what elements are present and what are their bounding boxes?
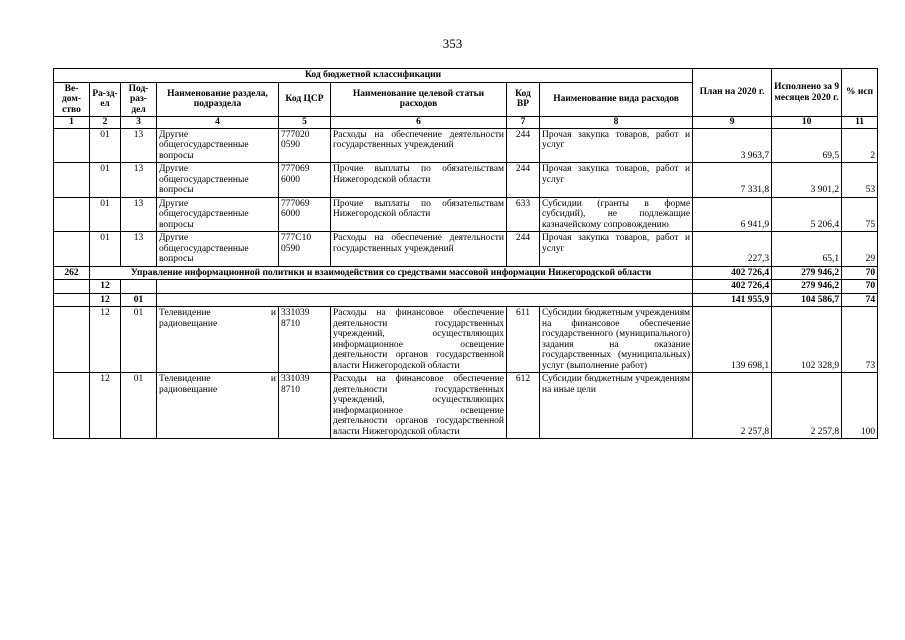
cell-plan: 139 698,1 [693, 307, 772, 373]
cell-vr: 633 [507, 197, 540, 232]
budget-table [53, 68, 878, 439]
cell-empty [157, 293, 693, 307]
colnum: 7 [507, 117, 540, 129]
header-column-numbers [54, 117, 878, 129]
cell-razd: 01 [90, 128, 121, 163]
page-number: 353 [442, 36, 463, 51]
colnum: 6 [331, 117, 507, 129]
cell-podr: 01 [121, 373, 157, 439]
cell-empty [54, 373, 90, 439]
subsection-razd: 12 [90, 293, 121, 307]
cell-vr: 244 [507, 128, 540, 163]
header-row-group [54, 69, 878, 83]
cell-target: Прочие выплаты по обязательствам Нижегородской области [331, 197, 507, 232]
cell-podr: 13 [121, 197, 157, 232]
cell-pct: 2 [842, 128, 878, 163]
dept-done: 279 946,2 [772, 266, 842, 280]
cell-kind: Субсидии (гранты в форме субсидий), не подлежащие казначейскому сопровождению [540, 197, 693, 232]
cell-kind: Прочая закупка товаров, работ и услуг [540, 163, 693, 198]
cell-name: Телевидение и радиовещание [157, 373, 279, 439]
header-csr: Код ЦСР [279, 82, 331, 117]
cell-csr: 777069 6000 [279, 163, 331, 198]
colnum: 9 [693, 117, 772, 129]
cell-vr: 244 [507, 232, 540, 267]
cell-plan: 2 257,8 [693, 373, 772, 439]
cell-name: Другие общегосударственные вопросы [157, 128, 279, 163]
cell-razd: 01 [90, 197, 121, 232]
cell-plan: 6 941,9 [693, 197, 772, 232]
cell-razd: 01 [90, 232, 121, 267]
cell-ved [54, 232, 90, 267]
cell-ved [54, 163, 90, 198]
cell-target: Расходы на финансовое обеспечение деятельности государственных учреждений, осуществляющих информационное освещение деятельности органов государственной власти Нижегородской области [331, 373, 507, 439]
cell-ved [54, 197, 90, 232]
cell-kind: Субсидии бюджетным учреждениям на иные цели [540, 373, 693, 439]
cell-podr: 13 [121, 128, 157, 163]
section-done: 279 946,2 [772, 280, 842, 294]
cell-empty [54, 280, 90, 294]
header-done: Исполнено за 9 месяцев 2020 г. [772, 69, 842, 117]
cell-target: Расходы на обеспечение деятельности государственных учреждений [331, 128, 507, 163]
cell-plan: 3 963,7 [693, 128, 772, 163]
cell-csr: 331039 8710 [279, 307, 331, 373]
dept-name: Управление информационной политики и взаимодействия со средствами массовой информации Нижегородской области [90, 266, 693, 280]
cell-csr: 777С10 0590 [279, 232, 331, 267]
cell-done: 69,5 [772, 128, 842, 163]
header-vr: Код ВР [507, 82, 540, 117]
section-row [54, 280, 878, 294]
cell-razd: 12 [90, 373, 121, 439]
colnum: 1 [54, 117, 90, 129]
subsection-row [54, 293, 878, 307]
cell-done: 102 328,9 [772, 307, 842, 373]
cell-done: 3 901,2 [772, 163, 842, 198]
subsection-done: 104 586,7 [772, 293, 842, 307]
cell-plan: 7 331,8 [693, 163, 772, 198]
colnum: 10 [772, 117, 842, 129]
header-target: Наименование целевой статьи расходов [331, 82, 507, 117]
header-podr: Под-раз-дел [121, 82, 157, 117]
dept-plan: 402 726,4 [693, 266, 772, 280]
cell-name: Другие общегосударственные вопросы [157, 232, 279, 267]
header-razd: Ра-зд-ел [90, 82, 121, 117]
cell-podr: 01 [121, 307, 157, 373]
cell-target: Расходы на обеспечение деятельности государственных учреждений [331, 232, 507, 267]
colnum: 3 [121, 117, 157, 129]
cell-empty [54, 307, 90, 373]
cell-razd: 12 [90, 307, 121, 373]
section-pct: 70 [842, 280, 878, 294]
header-plan: План на 2020 г. [693, 69, 772, 117]
colnum: 4 [157, 117, 279, 129]
cell-done: 2 257,8 [772, 373, 842, 439]
cell-vr: 244 [507, 163, 540, 198]
cell-csr: 777069 6000 [279, 197, 331, 232]
cell-empty [157, 280, 693, 294]
table-row [54, 197, 878, 232]
cell-vr: 611 [507, 307, 540, 373]
cell-kind: Прочая закупка товаров, работ и услуг [540, 232, 693, 267]
cell-vr: 612 [507, 373, 540, 439]
cell-pct: 75 [842, 197, 878, 232]
cell-name: Другие общегосударственные вопросы [157, 197, 279, 232]
header-pct: % исп [842, 69, 878, 117]
header-group-title: Код бюджетной классификации [54, 69, 693, 83]
colnum: 2 [90, 117, 121, 129]
cell-csr: 331039 8710 [279, 373, 331, 439]
cell-kind: Субсидии бюджетным учреждениям на финансовое обеспечение государственного (муниципального) задания на оказание государственных (муниципальных) услуг (выполнение работ) [540, 307, 693, 373]
cell-ved [54, 128, 90, 163]
cell-pct: 100 [842, 373, 878, 439]
table-row [54, 232, 878, 267]
header-kind: Наименование вида расходов [540, 82, 693, 117]
cell-csr: 777020 0590 [279, 128, 331, 163]
dept-code: 262 [54, 266, 90, 280]
cell-pct: 73 [842, 307, 878, 373]
header-name: Наименование раздела, подраздела [157, 82, 279, 117]
table-row [54, 373, 878, 439]
table-row [54, 128, 878, 163]
cell-razd: 01 [90, 163, 121, 198]
section-razd: 12 [90, 280, 121, 294]
colnum: 11 [842, 117, 878, 129]
cell-plan: 227,3 [693, 232, 772, 267]
colnum: 5 [279, 117, 331, 129]
cell-pct: 53 [842, 163, 878, 198]
cell-empty [54, 293, 90, 307]
subsection-pct: 74 [842, 293, 878, 307]
colnum: 8 [540, 117, 693, 129]
table-row [54, 163, 878, 198]
cell-done: 65,1 [772, 232, 842, 267]
cell-podr: 13 [121, 232, 157, 267]
cell-done: 5 206,4 [772, 197, 842, 232]
cell-kind: Прочая закупка товаров, работ и услуг [540, 128, 693, 163]
cell-target: Расходы на финансовое обеспечение деятельности государственных учреждений, осуществляющих информационное освещение деятельности органов государственной власти Нижегородской области [331, 307, 507, 373]
table-row [54, 307, 878, 373]
cell-pct: 29 [842, 232, 878, 267]
section-plan: 402 726,4 [693, 280, 772, 294]
dept-pct: 70 [842, 266, 878, 280]
dept-row [54, 266, 878, 280]
cell-name: Другие общегосударственные вопросы [157, 163, 279, 198]
cell-empty [121, 280, 157, 294]
subsection-podr: 01 [121, 293, 157, 307]
cell-target: Прочие выплаты по обязательствам Нижегородской области [331, 163, 507, 198]
header-ved: Ве-дом-ство [54, 82, 90, 117]
cell-name: Телевидение и радиовещание [157, 307, 279, 373]
cell-podr: 13 [121, 163, 157, 198]
subsection-plan: 141 955,9 [693, 293, 772, 307]
